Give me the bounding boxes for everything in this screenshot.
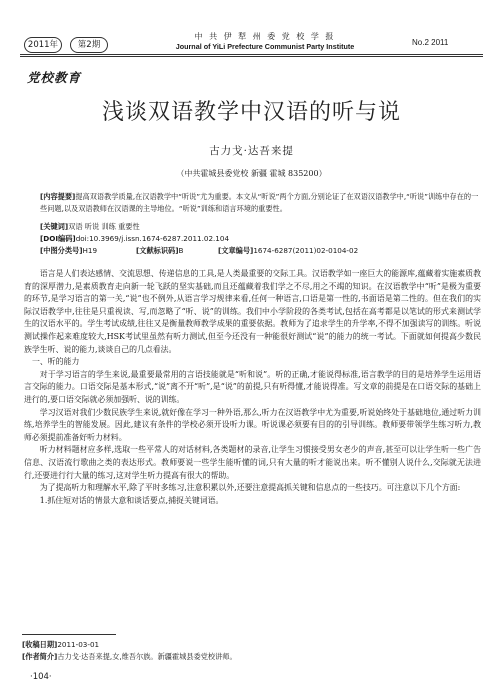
year-label: 2011年 [27, 40, 59, 50]
body-paragraph: 学习汉语对我们少数民族学生来说,就好像在学习一种外语,那么,听力在汉语教学中尤为重要,听说始终处于基础地位,通过听力训练,培养学生的智能发展。因此,建议有条件的学校必须开设听力课。听说课必须要有目的的引导训练。教师要带领学生练习听力,教师必须提前准备好听力材料。 [24, 407, 481, 442]
page-number: ·104· [30, 672, 52, 682]
doc-code [136, 245, 183, 257]
issue-label: 第2期 [77, 40, 101, 50]
article-body [24, 268, 481, 507]
footnote-rule [22, 634, 116, 635]
keywords [40, 221, 480, 233]
issue-badge [70, 37, 108, 53]
bio-label: [作者简介] [22, 652, 58, 661]
section-heading: 一、听的能力 [32, 357, 80, 367]
body-paragraph: 听力材料题材应多样,选取一些平常人的对话材料,各类题材的录音,让学生习惯接受男女老少的声音,甚至可以让学生听一些广告信息、汉语流行歌曲之类的表达形式。教师要说一些学生能听懂的词,只有大量的听才能说出来。听不懂别人说什么,交际就无法进行,还要进行行大量的练习,这对学生听力提高有很大的帮助。 [24, 445, 481, 480]
body-paragraph: 语言是人们表达感情、交流思想、传递信息的工具,是人类最重要的交际工具。汉语教学如一座巨大的能源库,蕴藏着实施素质教育的深厚潜力,是素质教育走向新一轮飞跃的坚实基础,而且还蕴藏着我们学之不尽,用之不竭的知识。在汉语教学中“听”是极为重要的环节,是学习语言的第一关,“说”也不例外,从语言学习规律来看,任何一种语言,口语是第一性的,书面语是第二性的。但在我们的实际汉语教学中,往往是只重视读、写,而忽略了“听、说”的训练。我们中小学阶段的各类考试,包括在高考都是以笔试的形式来测试学生的汉语水平的。学生考试成绩,往往又是衡量教师教学成果的重要依据。教师为了追求学生的升学率,不得不加强读写的训练。听说测试操作起来难度较大,HSK考试里虽然有听力测试,但至今还没有一种能很好测试“说”的能力的统一考试。下面就如何提高少数民族学生听、说的能力,谈谈自己的几点看法。 [24, 269, 481, 354]
received-value: 2011-03-01 [57, 640, 100, 649]
doi [40, 233, 480, 245]
body-paragraph: 对于学习语言的学生来说,最重要最常用的言语技能就是“听和说”。听的正确,才能说得标准,语言教学的目的是培养学生运用语言交际的能力。口语交际是基本形式,“说”离不开“听”,是“说”的前提,只有听得懂,才能说得准。写文章的前提是在口语交际的基础上进行的,要口语交际就必须加强听、说的训练。 [24, 369, 481, 404]
received-label: [收稿日期] [22, 640, 58, 649]
year-badge [24, 37, 62, 53]
body-paragraph: 1.抓住短对话的情景大意和谈话要点,捕捉关键词语。 [39, 495, 224, 505]
doc-value: B [178, 246, 184, 255]
article-title: 浅谈双语教学中汉语的听与说 [101, 100, 401, 125]
article-author: 古力戈·达吾来提 [209, 145, 294, 157]
header-rule [20, 54, 483, 55]
journal-title-cn: 中 共 伊 犁 州 委 党 校 学 报 [194, 32, 336, 41]
doc-label: [文献标识码] [136, 246, 179, 255]
keywords-label: [关键词] [40, 222, 69, 231]
doi-text: doi:10.3969/j.issn.1674-6287.2011.02.104 [75, 234, 230, 243]
author-bio [22, 652, 237, 662]
abstract-text: 提高双语教学质量,在汉语教学中“听说”尤为重要。本文从“听说”两个方面,分别论证了在双语汉语教学中,“听说”训练中存在的一些问题,以及双语教师在汉语课的主导地位。“听说”训练和语言环境的重要性。 [40, 192, 479, 213]
journal-title-en: Journal of YiLi Prefecture Communist Party Institute [175, 42, 355, 51]
article-value: 1674-6287(2011)02-0104-02 [253, 246, 359, 255]
article-number [218, 245, 358, 257]
body-paragraph: 为了提高听力和理解水平,除了平时多练习,注意积累以外,还要注意提高抓关键和信息点的一些技巧。可注意以下几个方面: [39, 483, 461, 493]
doi-label: [DOI编码] [40, 234, 76, 243]
abstract-label: [内容提要] [40, 192, 76, 201]
keywords-text: 双语 听说 训练 重要性 [68, 222, 140, 231]
bio-value: 古力戈·达吾来提,女,维吾尔族。新疆霍城县委党校讲师。 [57, 652, 237, 661]
class-number [40, 245, 97, 257]
class-label: [中图分类号] [40, 246, 83, 255]
class-value: H19 [82, 246, 98, 255]
section-label: 党校教育 [27, 70, 82, 85]
header-rule-2 [20, 56, 483, 57]
abstract [40, 191, 480, 214]
received-date [22, 640, 99, 650]
issue-number: No.2 2011 [412, 38, 449, 47]
author-affiliation: （中共霍城县委党校 新疆 霍城 835200） [176, 169, 327, 178]
article-label: [文章编号] [218, 246, 254, 255]
